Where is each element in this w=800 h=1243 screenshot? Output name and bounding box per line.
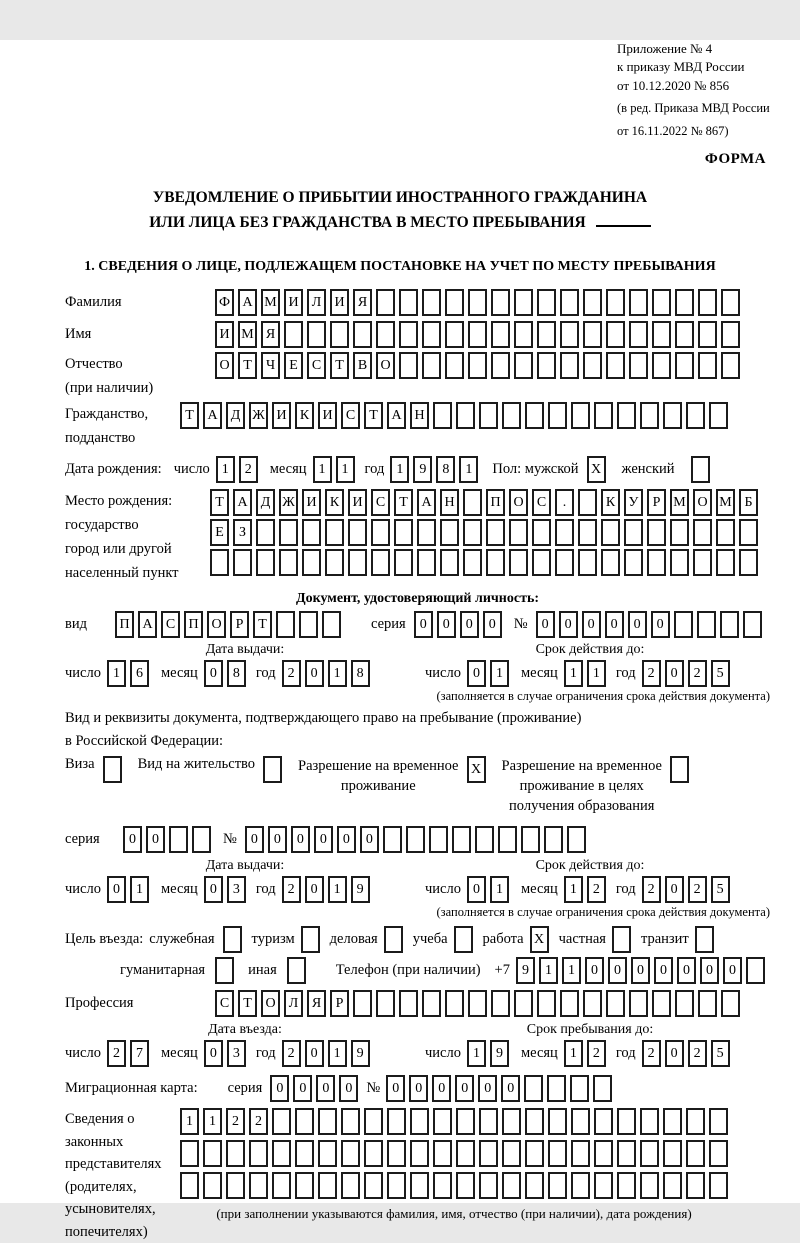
migration-card-label: Миграционная карта: <box>65 1080 198 1097</box>
residence-doc-line1: Вид и реквизиты документа, подтверждающего право на пребывание (проживание) <box>65 710 582 727</box>
series-label: серия <box>227 1080 263 1097</box>
day-label: число <box>173 461 210 478</box>
section1-heading: 1. СВЕДЕНИЯ О ЛИЦЕ, ПОДЛЕЖАЩЕМ ПОСТАНОВКЕ НА УЧЕТ ПО МЕСТУ ПРЕБЫВАНИЯ <box>84 259 716 275</box>
birth-day-input[interactable]: 1 2 <box>216 456 258 483</box>
entry-dates-row <box>65 1040 770 1067</box>
passport-valid-group: число 0 1 месяц 1 1 год 2 0 2 5 <box>425 660 730 687</box>
citizenship-row <box>65 402 770 450</box>
permit-valid-day-input[interactable]: 0 1 <box>467 876 509 903</box>
purpose-option-label: иная <box>248 962 277 979</box>
stay-month-input[interactable]: 1 2 <box>564 1040 606 1067</box>
representatives-note: (при заполнении указываются фамилия, имя, отчество (при наличии), дата рождения) <box>216 1206 692 1222</box>
purpose-tranzit-checkbox[interactable] <box>695 926 714 953</box>
residence-doc-types-row <box>65 756 770 816</box>
sex-male-checkbox[interactable]: X <box>587 456 606 483</box>
passport-series-input[interactable]: 0 0 0 0 <box>414 611 502 638</box>
series-label: серия <box>371 616 406 633</box>
residence-permit-item <box>138 756 282 783</box>
permit-issue-year-input[interactable]: 2 0 1 9 <box>282 876 370 903</box>
phone-label: Телефон (при наличии) <box>335 962 481 979</box>
permit-valid-month-input[interactable]: 1 2 <box>564 876 606 903</box>
form-title <box>0 186 800 236</box>
stay-until-group: число 1 9 месяц 1 2 год 2 0 2 5 <box>425 1040 730 1067</box>
number-label: № <box>513 616 528 633</box>
permit-series-input[interactable]: 0 0 <box>123 826 211 853</box>
entry-dates-headers <box>65 1022 770 1038</box>
citizenship-input[interactable]: Т А Д Ж И К И С Т А Н <box>180 402 728 429</box>
representatives-row2-input[interactable] <box>180 1140 728 1167</box>
purpose-inaya-checkbox[interactable] <box>287 957 306 984</box>
profession-input[interactable]: С Т О Л Я Р <box>215 990 740 1017</box>
appendix-header <box>617 40 770 141</box>
entry-date-group: число 2 7 месяц 0 3 год 2 0 1 9 <box>65 1040 425 1067</box>
appendix-line: от 10.12.2020 № 856 <box>617 77 730 93</box>
permit-dates-row <box>65 876 770 903</box>
appendix-line: (в ред. Приказа МВД России <box>617 101 770 116</box>
passport-dates-row <box>65 660 770 687</box>
birthplace-row <box>65 489 770 585</box>
passport-issue-day-input[interactable]: 1 6 <box>107 660 149 687</box>
form-body <box>65 289 770 1243</box>
passport-issue-month-input[interactable]: 0 8 <box>204 660 246 687</box>
surname-row <box>65 289 770 316</box>
number-label: № <box>223 831 237 848</box>
birthplace-row1-input[interactable]: Т А Д Ж И К И С Т А Н П О С . К У Р М О М Б <box>210 489 758 516</box>
temp-residence-label: Разрешение на временное проживание <box>298 758 459 795</box>
phone-input[interactable]: 9 1 1 0 0 0 0 0 0 0 <box>516 957 765 984</box>
permit-series-row <box>65 826 770 853</box>
stay-day-input[interactable]: 1 9 <box>467 1040 509 1067</box>
phone-prefix: +7 <box>494 962 510 979</box>
migration-series-input[interactable]: 0 0 0 0 <box>270 1075 358 1102</box>
patronymic-row <box>65 352 770 400</box>
passport-number-input[interactable]: 0 0 0 0 0 0 <box>536 611 762 638</box>
purpose-turizm-checkbox[interactable] <box>301 926 320 953</box>
form-page <box>0 40 800 1240</box>
entry-date-label: Дата въезда: <box>208 1022 282 1038</box>
doc-type-input[interactable]: П А С П О Р Т <box>115 611 341 638</box>
purpose-option-label: учеба <box>412 931 448 948</box>
permit-validity-note: (заполняется в случае ограничения срока действия документа) <box>436 905 770 920</box>
patronymic-input[interactable]: О Т Ч Е С Т В О <box>215 352 740 379</box>
valid-until-label: Срок действия до: <box>535 858 645 874</box>
stay-year-input[interactable]: 2 0 2 5 <box>642 1040 730 1067</box>
purpose-option-label: работа <box>482 931 524 948</box>
stay-until-label: Срок пребывания до: <box>526 1022 654 1038</box>
month-label: месяц <box>269 461 307 478</box>
representatives-row <box>65 1108 770 1243</box>
birthplace-grids <box>210 489 758 576</box>
profession-row <box>65 990 770 1017</box>
migration-number-input[interactable]: 0 0 0 0 0 0 <box>386 1075 612 1102</box>
form-label: ФОРМА <box>704 150 766 167</box>
passport-valid-year-input[interactable]: 2 0 2 5 <box>642 660 730 687</box>
residence-permit-label: Вид на жительство <box>137 756 256 773</box>
passport-issue-year-input[interactable]: 2 0 1 8 <box>282 660 370 687</box>
visa-checkbox[interactable] <box>103 756 122 783</box>
sex-male-label: Пол: мужской <box>492 461 579 478</box>
representatives-grids <box>180 1108 728 1222</box>
purpose-option-label: туризм <box>251 931 295 948</box>
profession-label: Профессия <box>65 995 134 1012</box>
birthplace-row3-input[interactable] <box>210 549 758 576</box>
permit-issue-group: число 0 1 месяц 0 3 год 2 0 1 9 <box>65 876 425 903</box>
identity-doc-row <box>65 611 770 638</box>
purpose-option-label: транзит <box>640 931 689 948</box>
residence-doc-line2: в Российской Федерации: <box>65 733 224 750</box>
year-label: год <box>364 461 385 478</box>
permit-issue-month-input[interactable]: 0 3 <box>204 876 246 903</box>
visa-label: Виза <box>65 756 95 773</box>
residence-permit-checkbox[interactable] <box>263 756 282 783</box>
permit-dates-headers <box>65 858 770 874</box>
passport-issue-group: число 1 6 месяц 0 8 год 2 0 1 8 <box>65 660 425 687</box>
issue-date-label: Дата выдачи: <box>205 858 285 874</box>
passport-valid-month-input[interactable]: 1 1 <box>564 660 606 687</box>
permit-valid-group: число 0 1 месяц 1 2 год 2 0 2 5 <box>425 876 730 903</box>
purpose-option-label: служебная <box>149 931 215 948</box>
purpose-ucheba-checkbox[interactable] <box>454 926 473 953</box>
temp-residence-edu-item <box>502 756 689 816</box>
purpose-label: Цель въезда: <box>65 931 144 948</box>
identity-doc-heading: Документ, удостоверяющий личность: <box>295 591 540 607</box>
surname-label: Фамилия <box>65 294 122 311</box>
birthplace-row2-input[interactable]: Е З <box>210 519 758 546</box>
purpose-option-label: деловая <box>329 931 378 948</box>
birthdate-label: Дата рождения: <box>65 461 162 478</box>
form-title-line2: ИЛИ ЛИЦА БЕЗ ГРАЖДАНСТВА В МЕСТО ПРЕБЫВАНИЯ <box>0 211 800 236</box>
issue-date-label: Дата выдачи: <box>205 642 285 658</box>
birth-year-input[interactable]: 1 9 8 1 <box>390 456 478 483</box>
visa-item <box>65 756 122 783</box>
series-label: серия <box>65 831 100 848</box>
purpose-rabota-checkbox[interactable]: X <box>530 926 549 953</box>
temp-residence-edu-label: Разрешение на временное проживание в целях получения образования <box>501 758 662 815</box>
permit-valid-year-input[interactable]: 2 0 2 5 <box>642 876 730 903</box>
permit-issue-day-input[interactable]: 0 1 <box>107 876 149 903</box>
purpose-chastnaya-checkbox[interactable] <box>612 926 631 953</box>
name-row <box>65 321 770 348</box>
appendix-line: от 16.11.2022 № 867) <box>617 124 729 139</box>
purpose-gumanitarnaya-checkbox[interactable] <box>215 957 234 984</box>
citizenship-label: Гражданство, подданство <box>65 406 149 447</box>
representatives-row1-input[interactable]: 1 1 2 2 <box>180 1108 728 1135</box>
purpose-sluzhebnaya-checkbox[interactable] <box>223 926 242 953</box>
title-blank-line[interactable] <box>596 211 651 227</box>
form-title-line1: УВЕДОМЛЕНИЕ О ПРИБЫТИИ ИНОСТРАННОГО ГРАЖДАНИНА <box>152 188 648 206</box>
purpose-row2 <box>120 957 770 984</box>
temp-residence-item <box>298 756 485 796</box>
representatives-row3-input[interactable] <box>180 1172 728 1199</box>
entry-month-input[interactable]: 0 3 <box>204 1040 246 1067</box>
purpose-option-label: частная <box>558 931 606 948</box>
passport-dates-headers <box>65 642 770 658</box>
passport-validity-note: (заполняется в случае ограничения срока действия документа) <box>436 689 770 704</box>
appendix-line: Приложение № 4 <box>617 41 713 56</box>
appendix-line: к приказу МВД России <box>617 59 745 75</box>
entry-day-input[interactable]: 2 7 <box>107 1040 149 1067</box>
passport-valid-day-input[interactable]: 0 1 <box>467 660 509 687</box>
birthplace-label: Место рождения: государство город или другой населенный пункт <box>65 493 179 582</box>
patronymic-label: Отчество (при наличии) <box>65 356 154 397</box>
birth-month-input[interactable]: 1 1 <box>313 456 355 483</box>
purpose-row1 <box>65 926 770 953</box>
temp-residence-checkbox[interactable]: X <box>467 756 486 783</box>
doc-type-label: вид <box>65 616 87 633</box>
birthdate-row <box>65 456 770 483</box>
name-label: Имя <box>65 326 92 343</box>
representatives-label: Сведения о законных представителях (родителях, усыновителях, попечителях) <box>65 1111 162 1240</box>
entry-year-input[interactable]: 2 0 1 9 <box>282 1040 370 1067</box>
sex-female-checkbox[interactable] <box>691 456 710 483</box>
purpose-option-label: гуманитарная <box>120 962 206 979</box>
number-label: № <box>366 1080 381 1097</box>
surname-input[interactable]: Ф А М И Л И Я <box>215 289 740 316</box>
temp-residence-edu-checkbox[interactable] <box>670 756 689 783</box>
permit-number-input[interactable]: 0 0 0 0 0 0 <box>245 826 586 853</box>
migration-card-row <box>65 1075 770 1102</box>
purpose-delovaya-checkbox[interactable] <box>384 926 403 953</box>
name-input[interactable]: И М Я <box>215 321 740 348</box>
valid-until-label: Срок действия до: <box>535 642 645 658</box>
sex-female-label: женский <box>621 461 675 478</box>
